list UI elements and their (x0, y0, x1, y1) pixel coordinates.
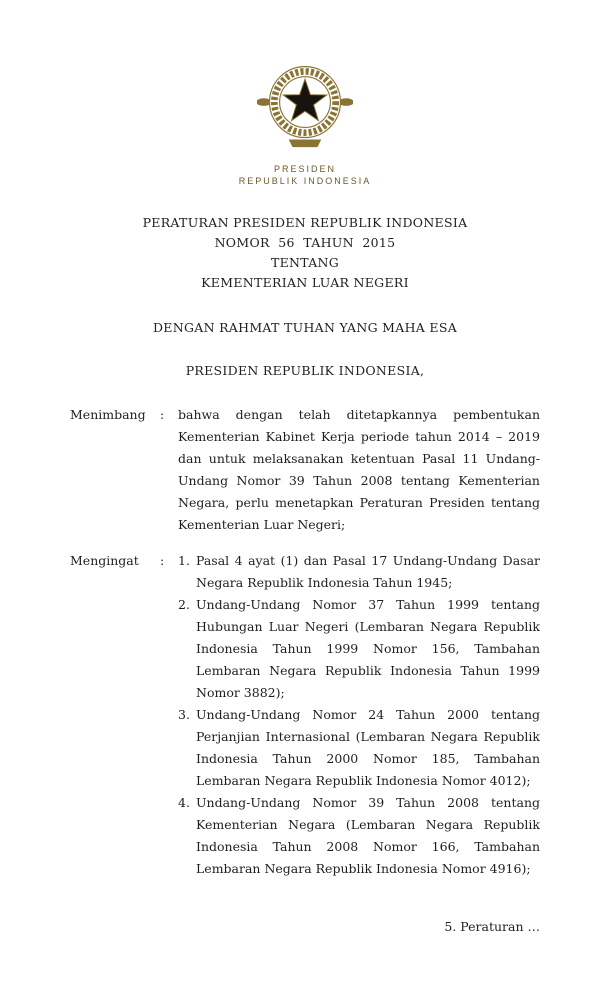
menimbang-label: Menimbang (70, 407, 146, 422)
list-item-number: 1. (178, 553, 190, 568)
seal-subtitle: REPUBLIK INDONESIA (238, 176, 372, 186)
list-item-text: Undang-Undang Nomor 37 Tahun 1999 tentang Hubungan Luar Negeri (Lembaran Negara Republik Indonesia Tahun 1999 Nomor 156, Tambahan Lembaran Negara Republik Indonesia Tahun 1999 Nomor 3882); (196, 597, 540, 700)
seal-title: PRESIDEN (273, 164, 336, 174)
title-line-number: NOMOR 56 TAHUN 2015 (214, 235, 396, 250)
list-item-number: 2. (178, 597, 190, 612)
seal-ribbon (289, 139, 322, 147)
issuer-line: PRESIDEN REPUBLIK INDONESIA, (185, 363, 425, 378)
list-item-number: 4. (178, 795, 190, 810)
list-item (178, 594, 540, 704)
mengingat-list (178, 550, 540, 880)
invocation-line: DENGAN RAHMAT TUHAN YANG MAHA ESA (152, 320, 458, 335)
regulation-title (70, 213, 540, 293)
menimbang-text: bahwa dengan telah ditetapkannya pembentukan Kementerian Kabinet Kerja periode tahun 2014 – 2019 dan untuk melaksanakan ketentuan Pasal 11 Undang-Undang Nomor 39 Tahun 2008 tentang Kementerian Negara, perlu menetapkan Peraturan Presiden tentang Kementerian Luar Negeri; (178, 407, 540, 532)
mengingat-label: Mengingat (70, 553, 139, 568)
list-item-number: 3. (178, 707, 190, 722)
list-item (178, 550, 540, 594)
list-item (178, 704, 540, 792)
page-catchword: 5. Peraturan … (444, 919, 540, 934)
list-item-text: Undang-Undang Nomor 24 Tahun 2000 tentang Perjanjian Internasional (Lembaran Negara Republik Indonesia Tahun 2000 Nomor 185, Tambahan Lembaran Negara Republik Indonesia Nomor 4012); (196, 707, 540, 788)
mengingat-colon: : (160, 553, 165, 568)
letterhead (70, 58, 540, 186)
presidential-seal-icon (257, 58, 353, 150)
title-line-subject: KEMENTERIAN LUAR NEGERI (201, 275, 409, 290)
title-line-tentang: TENTANG (270, 255, 340, 270)
list-item-text: Undang-Undang Nomor 39 Tahun 2008 tentang Kementerian Negara (Lembaran Negara Republik Indonesia Tahun 2008 Nomor 166, Tambahan Lembaran Negara Republik Indonesia Nomor 4916); (196, 795, 540, 876)
title-line-regulation: PERATURAN PRESIDEN REPUBLIK INDONESIA (142, 215, 468, 230)
mengingat-section (70, 550, 540, 880)
list-item (178, 792, 540, 880)
menimbang-section (70, 404, 540, 536)
list-item-text: Pasal 4 ayat (1) dan Pasal 17 Undang-Undang Dasar Negara Republik Indonesia Tahun 1945; (196, 553, 540, 590)
menimbang-colon: : (160, 407, 165, 422)
